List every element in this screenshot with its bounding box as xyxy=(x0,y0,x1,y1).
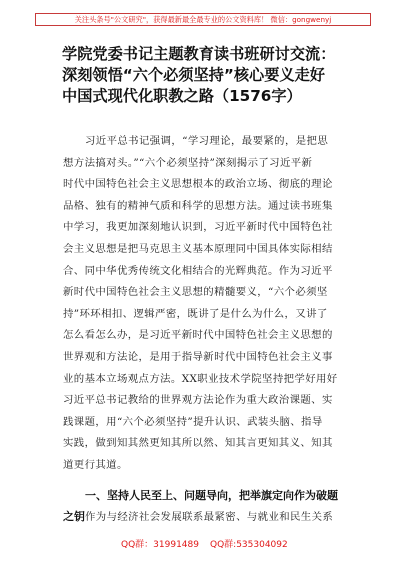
body-line: 道更行其道。 xyxy=(63,458,128,471)
section-heading-line: 一、坚持人民至上、问题导向，把举旗定向作为破题 xyxy=(85,489,338,502)
body-line: 持”环环相扣、逻辑严密，既讲了是什么为什么，又讲了 xyxy=(63,307,328,320)
footer-qq-group-1: QQ群：31991489 xyxy=(121,540,199,550)
body-line: 习近平总书记教给的世界观方法论作为重大政治课题、实 xyxy=(63,394,333,407)
document-title xyxy=(62,44,362,107)
body-paragraph xyxy=(63,131,353,477)
body-line: 世界观和方法论，是用于指导新时代中国特色社会主义事 xyxy=(63,350,333,363)
body-line: 新时代中国特色社会主义思想的精髓要义，“六个必须坚 xyxy=(63,286,328,299)
title-line: 中国式现代化职教之路（1576字） xyxy=(62,87,302,105)
title-line: 深刻领悟“六个必须坚持”核心要义走好 xyxy=(62,66,325,84)
footer xyxy=(0,537,408,553)
banner-text: 关注头条号"公文研究"，获得最新最全最专业的公文资料库！ 微信：gongwenyj xyxy=(74,14,332,24)
top-banner xyxy=(35,13,371,26)
body-line: 会主义思想是把马克思主义基本原理同中国具体实际相结 xyxy=(63,242,333,255)
section-heading-line: 之钥 xyxy=(63,510,85,523)
footer-qq-group-2: QQ群:535304092 xyxy=(210,540,288,550)
body-line: 业的基本立场观点方法。XX职业技术学院坚持把学好用好 xyxy=(63,372,338,385)
body-line: 践课题，用“六个必须坚持”提升认识、武装头脑、指导 xyxy=(63,415,323,428)
body-line: 怎么看怎么办，是习近平新时代中国特色社会主义思想的 xyxy=(63,329,333,342)
body-line: 中学习，我更加深刻地认识到，习近平新时代中国特色社 xyxy=(63,221,333,234)
body-line: 品格、独有的精神气质和科学的思想方法。通过读书班集 xyxy=(63,199,333,212)
body-line: 合、同中华优秀传统文化相结合的光辉典范。作为习近平 xyxy=(63,264,333,277)
body-line: 想方法搞对头。”“六个必须坚持”深刻揭示了习近平新 xyxy=(63,156,313,169)
body-line: 作为与经济社会发展联系最紧密、与就业和民生关系 xyxy=(85,511,334,523)
body-line: 习近平总书记强调，“学习理论，最要紧的，是把思 xyxy=(85,135,329,147)
body-line: 实践，做到知其然更知其所以然、知其言更知其义、知其 xyxy=(63,437,333,450)
title-line: 学院党委书记主题教育读书班研讨交流： xyxy=(62,45,336,63)
body-line: 时代中国特色社会主义思想根本的政治立场、彻底的理论 xyxy=(63,178,333,191)
